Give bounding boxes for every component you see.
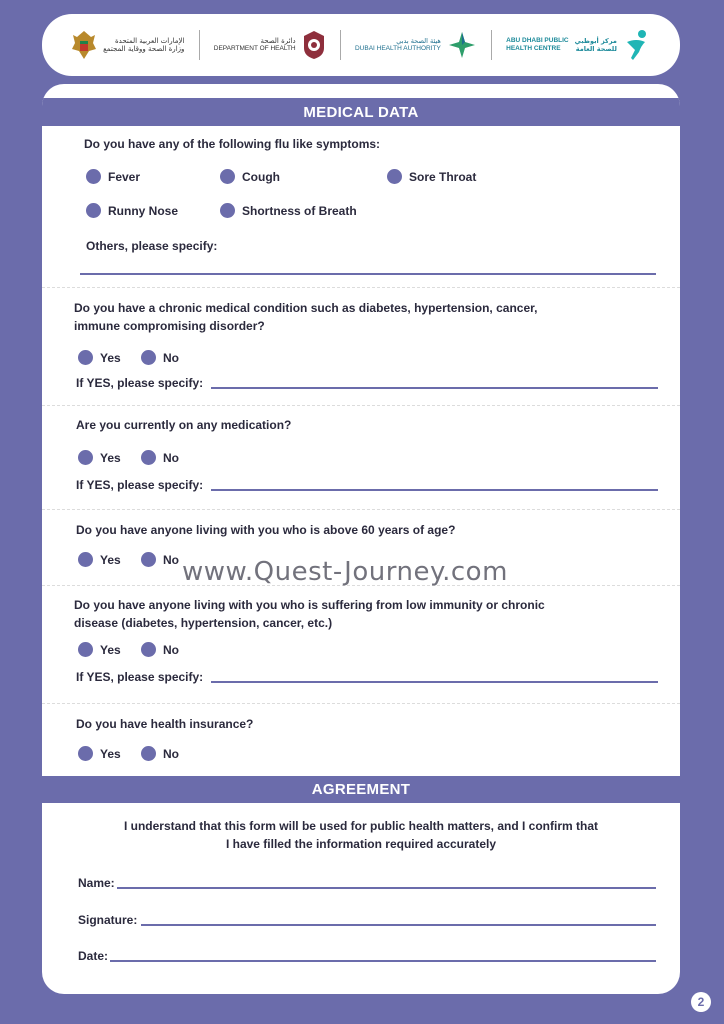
- question-flu-symptoms: [42, 126, 680, 288]
- question-text: Do you have anyone living with you who is above 60 years of age?: [76, 523, 456, 537]
- option-cough[interactable]: Cough: [220, 169, 280, 184]
- option-no[interactable]: No: [141, 552, 179, 567]
- question-health-insurance: [42, 704, 680, 774]
- others-label: Others, please specify:: [86, 239, 218, 253]
- question-text-line2: immune compromising disorder?: [74, 319, 265, 333]
- doh-emblem-icon: [302, 30, 326, 60]
- radio-dot[interactable]: [78, 552, 93, 567]
- radio-dot[interactable]: [220, 203, 235, 218]
- question-medication: [42, 406, 680, 510]
- watermark: www.Quest-Journey.com: [182, 557, 508, 587]
- specify-label: If YES, please specify:: [76, 376, 204, 390]
- option-yes[interactable]: Yes: [78, 642, 121, 657]
- question-text-line1: Do you have anyone living with you who is suffering from low immunity or chronic: [74, 598, 545, 612]
- uae-ministry-ar-line2: وزارة الصحة ووقاية المجتمع: [103, 45, 185, 53]
- name-label: Name:: [78, 876, 115, 890]
- option-shortness-of-breath[interactable]: Shortness of Breath: [220, 203, 357, 218]
- radio-dot[interactable]: [78, 642, 93, 657]
- uae-ministry-logo: [71, 29, 184, 61]
- divider: [199, 30, 200, 60]
- doh-logo: [214, 30, 326, 60]
- question-low-immunity: [42, 586, 680, 704]
- radio-dot[interactable]: [141, 746, 156, 761]
- option-runny-nose[interactable]: Runny Nose: [86, 203, 178, 218]
- specify-input-line[interactable]: [211, 387, 658, 389]
- specify-label: If YES, please specify:: [76, 478, 204, 492]
- signature-row: [78, 913, 656, 927]
- medical-data-title: MEDICAL DATA: [42, 98, 680, 126]
- option-yes[interactable]: Yes: [78, 450, 121, 465]
- radio-dot[interactable]: [141, 552, 156, 567]
- date-input-line[interactable]: [110, 960, 656, 962]
- question-chronic-condition: [42, 288, 680, 406]
- uae-emblem-icon: [71, 29, 97, 61]
- option-yes[interactable]: Yes: [78, 746, 121, 761]
- option-no[interactable]: No: [141, 450, 179, 465]
- uae-ministry-ar-line1: الإمارات العربية المتحدة: [114, 37, 185, 45]
- radio-dot[interactable]: [86, 169, 101, 184]
- radio-dot[interactable]: [78, 746, 93, 761]
- specify-row: [76, 478, 658, 492]
- specify-label: If YES, please specify:: [76, 670, 204, 684]
- option-yes[interactable]: Yes: [78, 350, 121, 365]
- divider: [340, 30, 341, 60]
- date-row: [78, 949, 656, 963]
- option-fever[interactable]: Fever: [86, 169, 140, 184]
- radio-dot[interactable]: [387, 169, 402, 184]
- doh-en: DEPARTMENT OF HEALTH: [213, 45, 296, 52]
- dha-ar: هيئة الصحة بدبي: [396, 37, 441, 45]
- radio-dot[interactable]: [141, 642, 156, 657]
- option-sore-throat[interactable]: Sore Throat: [387, 169, 476, 184]
- question-text: Are you currently on any medication?: [76, 418, 292, 432]
- date-label: Date:: [78, 949, 109, 963]
- logo-bar: [42, 14, 680, 76]
- divider: [491, 30, 492, 60]
- option-yes[interactable]: Yes: [78, 552, 121, 567]
- radio-dot[interactable]: [141, 450, 156, 465]
- signature-input-line[interactable]: [141, 924, 656, 926]
- radio-dot[interactable]: [78, 350, 93, 365]
- specify-row: [76, 670, 658, 684]
- adphc-ar-line1: مركز أبوظبي: [574, 37, 617, 45]
- name-input-line[interactable]: [117, 887, 656, 889]
- adphc-ar-line2: للصحة العامة: [575, 45, 617, 53]
- signature-label: Signature:: [78, 913, 138, 927]
- agreement-text-line1: I understand that this form will be used for public health matters, and I confirm that: [123, 819, 599, 833]
- radio-dot[interactable]: [141, 350, 156, 365]
- option-no[interactable]: No: [141, 350, 179, 365]
- form-panel: [42, 84, 680, 994]
- question-text: Do you have health insurance?: [76, 717, 254, 731]
- specify-row: [76, 376, 658, 390]
- name-row: [78, 876, 656, 890]
- radio-dot[interactable]: [220, 169, 235, 184]
- option-no[interactable]: No: [141, 642, 179, 657]
- agreement-title: AGREEMENT: [42, 776, 680, 803]
- question-text: Do you have any of the following flu like symptoms:: [84, 137, 381, 151]
- adphc-figure-icon: [623, 28, 651, 62]
- adphc-logo: [506, 28, 651, 62]
- dha-logo: [355, 30, 477, 60]
- adphc-en-line1: ABU DHABI PUBLIC: [506, 37, 569, 44]
- radio-dot[interactable]: [86, 203, 101, 218]
- question-text-line2: disease (diabetes, hypertension, cancer, etc.): [74, 616, 333, 630]
- dha-en: DUBAI HEALTH AUTHORITY: [354, 45, 441, 52]
- doh-ar: دائرة الصحة: [260, 37, 296, 45]
- radio-dot[interactable]: [78, 450, 93, 465]
- others-input-line[interactable]: [80, 273, 656, 275]
- dha-star-icon: [447, 30, 477, 60]
- adphc-en-line2: HEALTH CENTRE: [506, 45, 561, 52]
- option-no[interactable]: No: [141, 746, 179, 761]
- specify-input-line[interactable]: [211, 681, 658, 683]
- specify-input-line[interactable]: [211, 489, 658, 491]
- agreement-text-line2: I have filled the information required accurately: [225, 837, 497, 851]
- page-number: 2: [691, 992, 711, 1012]
- question-text-line1: Do you have a chronic medical condition such as diabetes, hypertension, cancer,: [74, 301, 538, 315]
